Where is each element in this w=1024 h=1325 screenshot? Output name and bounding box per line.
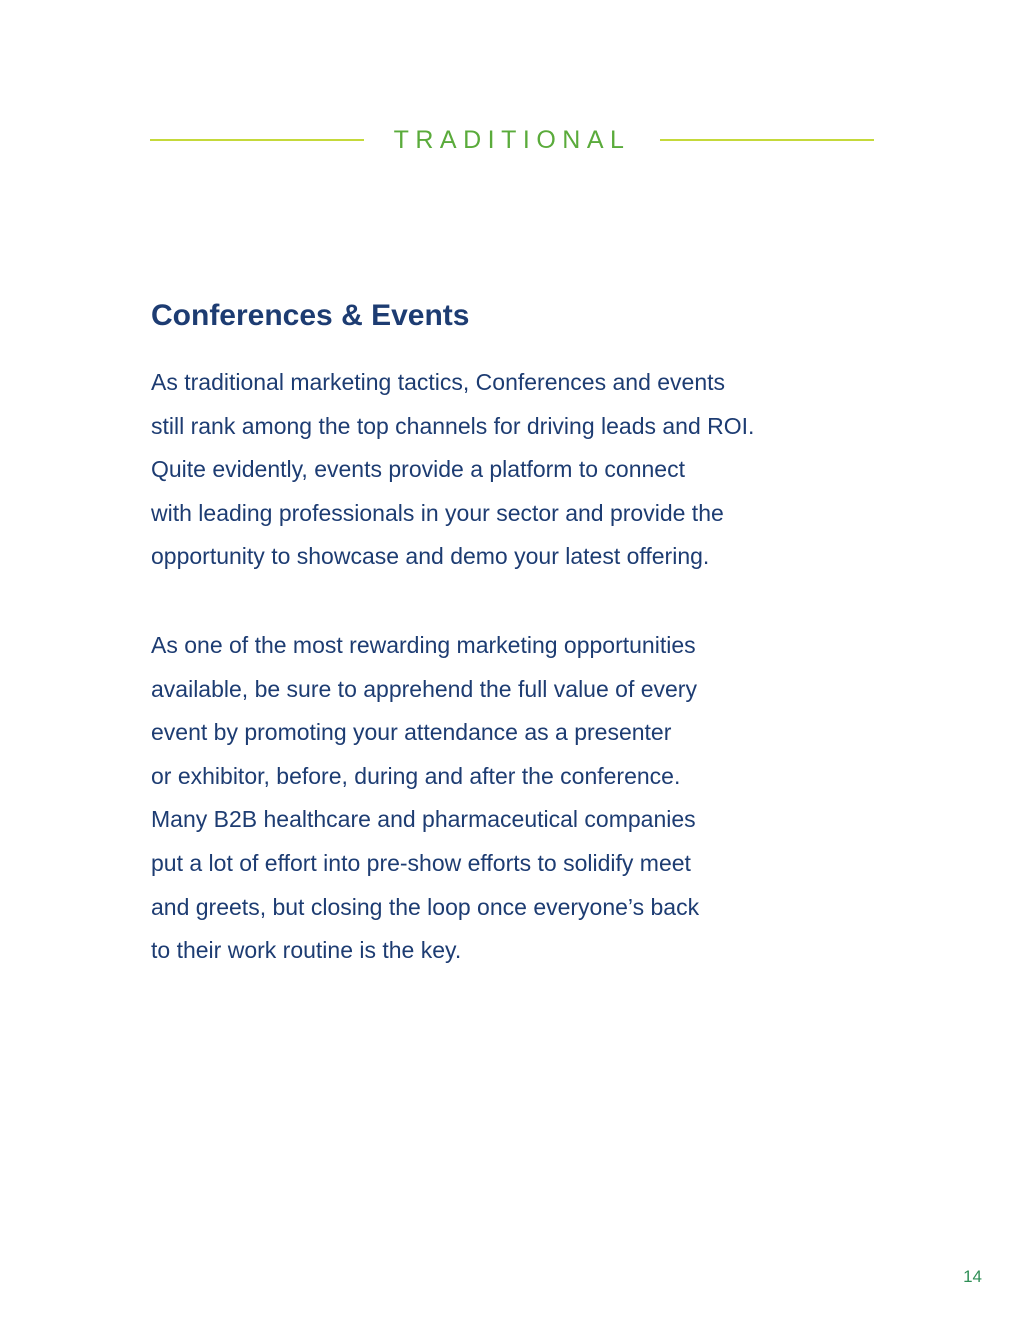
paragraph-line: As one of the most rewarding marketing opportunities (151, 632, 696, 658)
paragraph-line: to their work routine is the key. (151, 937, 462, 964)
section-header (150, 118, 874, 162)
paragraph-line: and greets, but closing the loop once everyone’s back (151, 893, 700, 920)
section-label: TRADITIONAL (393, 126, 631, 154)
left-divider-rule (150, 139, 364, 141)
paragraph-line: put a lot of effort into pre-show efforts to solidify meet (151, 849, 691, 876)
page-number: 14 (963, 1267, 982, 1286)
right-divider-rule (660, 139, 874, 141)
paragraph-line: still rank among the top channels for driving leads and ROI. (151, 412, 755, 439)
paragraph-line: event by promoting your attendance as a presenter (151, 719, 672, 746)
paragraph-line: with leading professionals in your sector and provide the (151, 499, 724, 526)
paragraph-line: available, be sure to apprehend the full value of every (151, 675, 697, 702)
paragraph-line: As traditional marketing tactics, Conferences and events (151, 369, 726, 395)
paragraph-line: or exhibitor, before, during and after the conference. (151, 762, 681, 789)
paragraph-line: Many B2B healthcare and pharmaceutical companies (151, 806, 696, 833)
page-title: Conferences & Events (151, 299, 470, 332)
paragraph-line: opportunity to showcase and demo your latest offering. (151, 543, 710, 570)
paragraph-line: Quite evidently, events provide a platform to connect (151, 456, 685, 483)
body-paragraph-2 (151, 624, 891, 973)
body-paragraph-1 (151, 361, 891, 579)
